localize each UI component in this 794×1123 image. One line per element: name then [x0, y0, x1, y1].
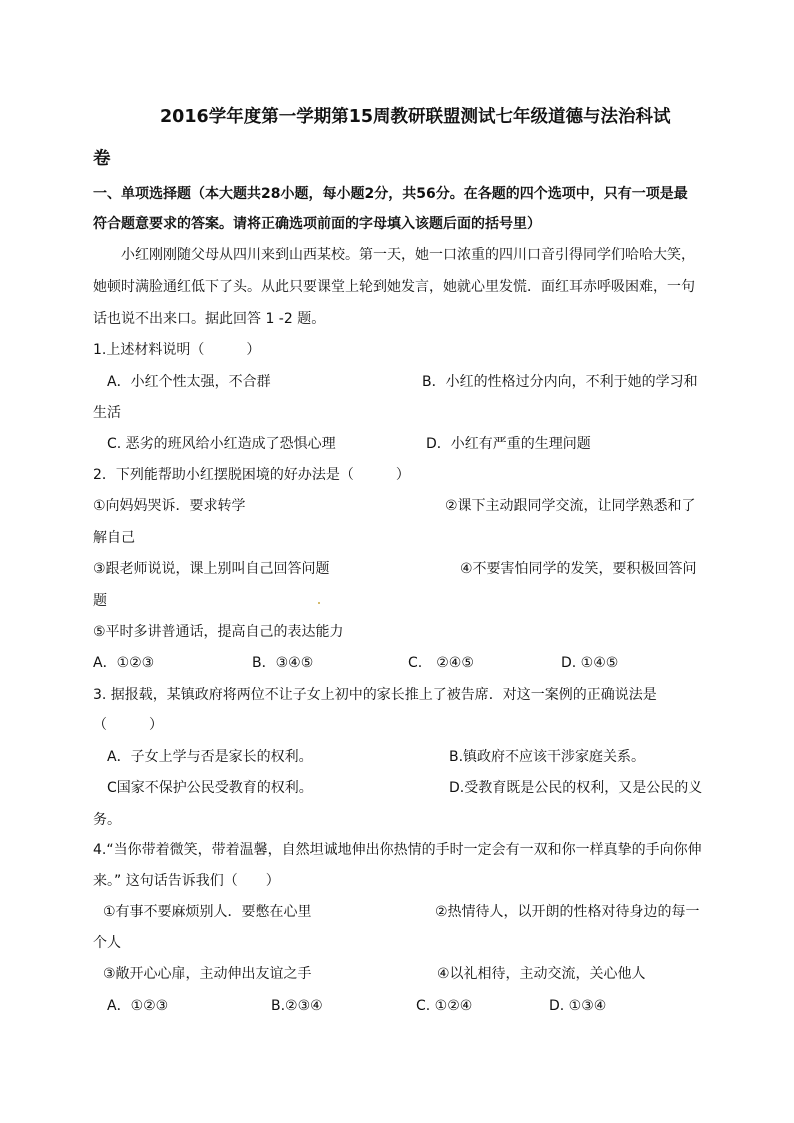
q4-item-3: ③敞开心心扉，主动伸出友谊之手 — [103, 966, 312, 982]
question-1-stem: 1.上述材料说明（ ） — [93, 342, 261, 358]
paper-title-continued: 卷 — [93, 149, 111, 169]
q1-option-b-continued: 生活 — [93, 405, 121, 421]
q2-item-4-continued: 题 — [93, 593, 107, 609]
q3-option-a: A．子女上学与否是家长的权利。 — [107, 749, 313, 765]
q1-option-a: A．小红个性太强，不合群 — [107, 374, 271, 390]
q4-option-b: B.②③④ — [271, 998, 323, 1014]
q2-item-2: ②课下主动跟同学交流，让同学熟悉和了 — [445, 498, 696, 514]
q2-item-4: ④不要害怕同学的发笑，要积极回答问 — [460, 561, 697, 577]
q4-item-4: ④以礼相待，主动交流，关心他人 — [437, 966, 646, 982]
question-3-stem-continued: （ ） — [93, 717, 163, 733]
q4-option-a: A．①②③ — [107, 998, 169, 1014]
stray-dot — [318, 602, 320, 604]
q4-item-2: ②热情待人，以开朗的性格对待身边的每一 — [435, 904, 700, 920]
material-text: 她顿时满脸通红低下了头。从此只要课堂上轮到她发言，她就心里发慌．面红耳赤呼吸困难，一句 — [93, 279, 695, 295]
question-2-stem: 2．下列能帮助小红摆脱困境的好办法是（ ） — [93, 467, 410, 483]
q2-option-b: B．③④⑤ — [252, 655, 314, 671]
q2-item-1: ①向妈妈哭诉．要求转学 — [93, 498, 246, 514]
q4-option-c: C. ①②④ — [416, 998, 473, 1014]
question-4-stem-continued: 来。” 这句话告诉我们（ ） — [93, 873, 280, 889]
section-header-continued: 符合题意要求的答案。请将正确选项前面的字母填入该题后面的括号里） — [93, 216, 541, 232]
q1-option-c: C. 恶劣的班风给小红造成了恐惧心理 — [107, 436, 336, 452]
q1-option-d: D．小红有严重的生理问题 — [426, 436, 591, 452]
q2-option-d: D. ①④⑤ — [561, 655, 619, 671]
q3-option-c: C国家不保护公民受教育的权利。 — [107, 780, 313, 796]
material-text: 小红刚刚随父母从四川来到山西某校。第一天，她一口浓重的四川口音引得同学们哈哈大笑， — [121, 247, 695, 263]
q3-option-d: D.受教育既是公民的权利，又是公民的义 — [449, 780, 703, 796]
question-3-stem: 3. 据报载，某镇政府将两位不让子女上初中的家长推上了被告席．对这一案例的正确说法是 — [93, 687, 657, 703]
q4-item-1: ①有事不要麻烦别人．要憋在心里 — [103, 904, 312, 920]
question-4-stem: 4.“当你带着微笑，带着温馨，自然坦诚地伸出你热情的手时一定会有一双和你一样真挚的手向你伸 — [93, 842, 702, 858]
section-header: 一、单项选择题（本大题共28小题，每小题2分，共56分。在各题的四个选项中，只有一项是最 — [93, 186, 688, 202]
q2-item-3: ③跟老师说说，课上别叫自己回答问题 — [93, 561, 330, 577]
paper-title: 2016学年度第一学期第15周教研联盟测试七年级道德与法治科试 — [160, 107, 671, 127]
q2-option-c: C. ②④⑤ — [408, 655, 474, 671]
q4-item-2-continued: 个人 — [93, 935, 121, 951]
material-text: 话也说不出来口。据此回答 1 -2 题。 — [93, 311, 326, 327]
q3-option-b: B.镇政府不应该干涉家庭关系。 — [449, 749, 646, 765]
q3-option-d-continued: 务。 — [93, 812, 121, 828]
q2-item-5: ⑤平时多讲普通话，提高自己的表达能力 — [93, 624, 344, 640]
q2-option-a: A．①②③ — [93, 655, 155, 671]
q1-option-b: B．小红的性格过分内向，不利于她的学习和 — [422, 374, 698, 390]
q2-item-2-continued: 解自己 — [93, 530, 135, 546]
q4-option-d: D. ①③④ — [549, 998, 607, 1014]
